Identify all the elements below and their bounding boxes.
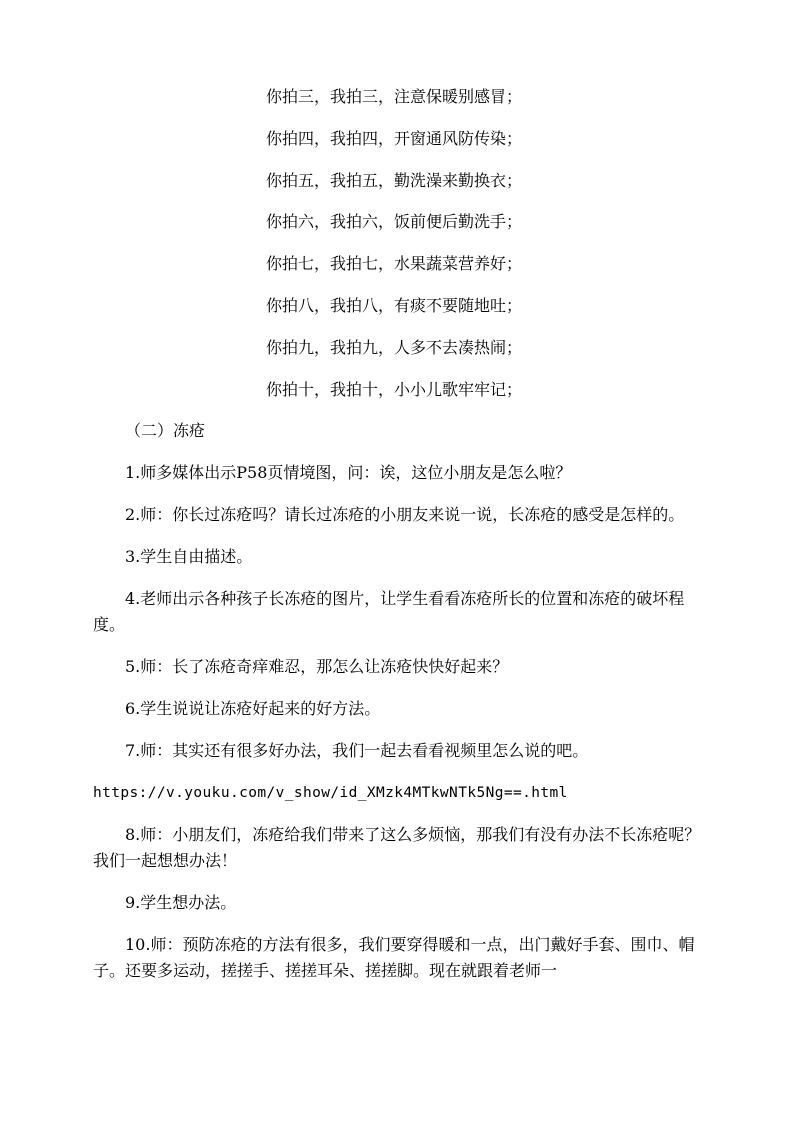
rhyme-line: 你拍九，我拍九，人多不去凑热闹； — [266, 337, 523, 357]
clapping-rhyme — [266, 84, 596, 418]
step-paragraph: 10.师：预防冻疮的方法有很多，我们要穿得暖和一点，出门戴好手套、围巾、帽子。还要多运动，搓搓手、搓搓耳朵、搓搓脚。现在就跟着老师一 — [93, 935, 695, 980]
step-paragraph: 5.师：长了冻疮奇痒难忍，那怎么让冻疮快快好起来？ — [125, 657, 509, 676]
section-heading: （二）冻疮 — [125, 421, 206, 440]
rhyme-line: 你拍四，我拍四，开窗通风防传染； — [266, 128, 523, 148]
rhyme-line: 你拍三，我拍三，注意保暖别感冒； — [266, 87, 523, 106]
rhyme-line: 你拍十，我拍十，小小儿歌牢牢记； — [266, 379, 523, 399]
step-paragraph: 7.师：其实还有很多好办法，我们一起去看看视频里怎么说的吧。 — [125, 741, 589, 760]
step-paragraph: 8.师：小朋友们，冻疮给我们带来了这么多烦恼，那我们有没有办法不长冻疮呢？我们一起想想办法！ — [93, 825, 701, 870]
rhyme-line: 你拍八，我拍八，有痰不要随地吐； — [266, 295, 523, 315]
step-paragraph: 3.学生自由描述。 — [125, 547, 253, 566]
rhyme-line: 你拍五，我拍五，勤洗澡来勤换衣； — [266, 170, 523, 190]
rhyme-line: 你拍六，我拍六，饭前便后勤洗手； — [266, 212, 523, 232]
step-paragraph: 1.师多媒体出示P58页情境图，问：诶，这位小朋友是怎么啦？ — [125, 463, 572, 482]
step-paragraph: 4.老师出示各种孩子长冻疮的图片，让学生看看冻疮所长的位置和冻疮的破坏程度。 — [93, 589, 685, 634]
step-paragraph: 9.学生想办法。 — [125, 893, 237, 912]
step-paragraph: 2.师：你长过冻疮吗？请长过冻疮的小朋友来说一说，长冻疮的感受是怎样的。 — [125, 505, 685, 524]
lesson-body — [93, 418, 713, 1000]
step-paragraph: 6.学生说说让冻疮好起来的好方法。 — [125, 699, 381, 718]
video-link[interactable]: https://v.youku.com/v_show/id_XMzk4MTkwNTk5Ng==.html — [93, 785, 568, 801]
rhyme-line: 你拍七，我拍七，水果蔬菜营养好； — [266, 254, 523, 274]
